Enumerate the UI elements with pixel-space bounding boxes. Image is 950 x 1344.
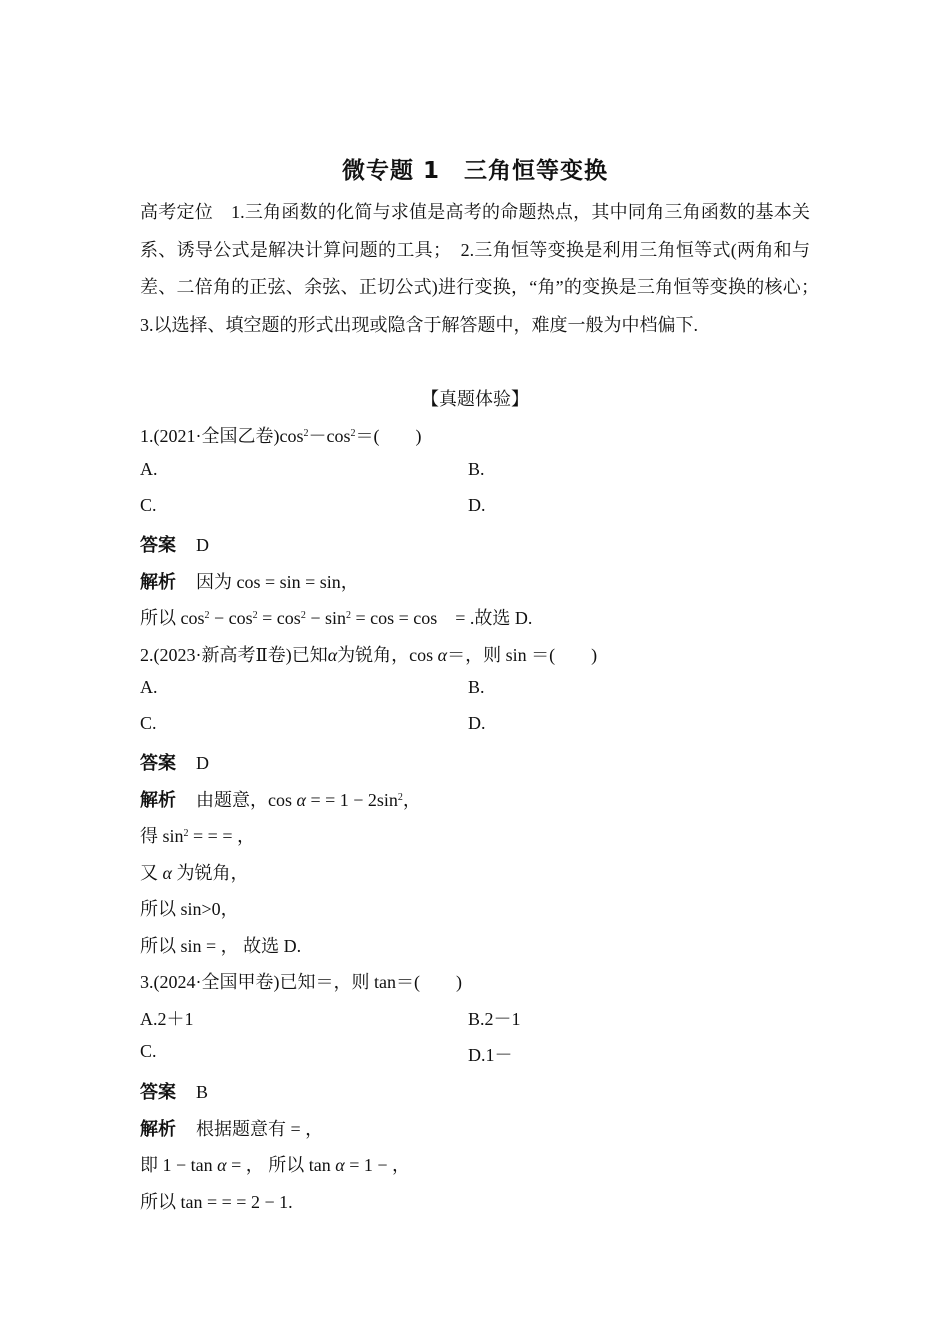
q2-option-a: A. [140, 677, 158, 697]
q3-stem: 3.(2024·全国甲卷)已知＝，则 tan＝( ) [140, 972, 462, 992]
q2-analysis-line3: 又 α 为锐角， [140, 863, 249, 883]
q3-option-b: B.2－1 [468, 1009, 521, 1029]
q1-answer: 答案 D [140, 535, 209, 555]
q2-option-d: D. [468, 713, 486, 733]
q1-stem: 1.(2021·全国乙卷)$\cos^2-\cos^2=$( ) [140, 426, 422, 446]
q3-option-c: C. [140, 1041, 157, 1061]
q2-analysis: 解析 由题意，cos α = = $1 - 2\sin^2$， [140, 790, 421, 810]
q3-option-d: D.1－ [468, 1045, 513, 1065]
q3-option-a: A.2＋1 [140, 1009, 194, 1029]
q1-option-d: D. [468, 495, 486, 515]
q2-option-b: B. [468, 677, 485, 697]
q2-option-c: C. [140, 713, 157, 733]
q1-option-c: C. [140, 495, 157, 515]
q2-stem: 2.(2023·新高考Ⅱ卷)已知α为锐角，cos α＝，则 sin ＝( ) [140, 645, 598, 665]
q2-analysis-line5: 所以 sin = ， 故选 D. [140, 936, 302, 956]
intro-paragraph: 高考定位 1.三角函数的化简与求值是高考的命题热点，其中同角三角函数的基本关系、诱导公式是解决计算问题的工具； 2.三角恒等变换是利用三角恒等式(两角和与差、二倍角的正弦、余弦、正切公式)进行变换，“角”的变换是三角恒等变换的核心； 3.以选择、填空题的形式出现或隐含于解答题中，难度一般为中档偏下. [140, 202, 829, 335]
q3-analysis-line2: 即 1 − tan α = ， 所以 tan α = 1 − ， [140, 1155, 411, 1175]
q1-analysis-line2: 所以 $\cos^2 - \cos^2 = \cos^2 - \sin^2 = \cos = \cos$ = .故选 D. [140, 608, 533, 628]
q1-analysis: 解析 因为 cos = sin = sin， [140, 572, 359, 592]
page-title: 微专题 1 三角恒等变换 [341, 158, 608, 184]
q2-analysis-line2: 得 $\sin^2$ = = = ， [140, 826, 255, 846]
q2-answer: 答案 D [140, 753, 209, 773]
q1-option-a: A. [140, 459, 158, 479]
q3-analysis: 解析 根据题意有 = ， [140, 1119, 324, 1139]
q1-option-b: B. [468, 459, 485, 479]
q3-answer: 答案 B [140, 1082, 209, 1102]
section-title: 【真题体验】 [421, 389, 529, 409]
q2-analysis-line4: 所以 sin>0， [140, 899, 239, 919]
q3-analysis-line3: 所以 tan = = = 2 − 1. [140, 1192, 293, 1212]
